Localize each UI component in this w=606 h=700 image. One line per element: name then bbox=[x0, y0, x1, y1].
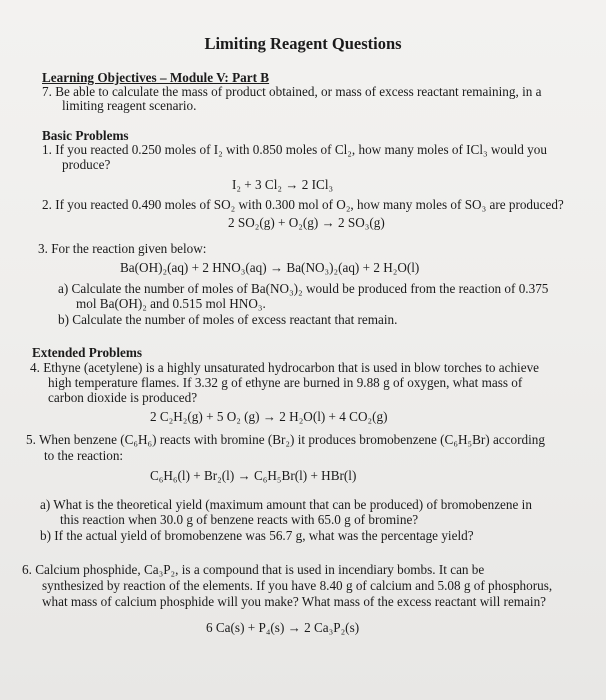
page-title: Limiting Reagent Questions bbox=[204, 34, 402, 53]
problem-3-equation: Ba(OH)₂(aq) + 2 HNO₃(aq) → Ba(NO₃)₂(aq) + 2 H₂O(l) bbox=[120, 260, 420, 275]
problem-1-line-2: produce? bbox=[62, 157, 111, 172]
objectives-heading: Learning Objectives – Module V: Part B bbox=[42, 70, 270, 85]
problem-5a-line-1: a) What is the theoretical yield (maximum amount that can be produced) of bromobenzene in bbox=[40, 497, 532, 512]
problem-4-line-2: high temperature flames. If 3.32 g of ethyne are burned in 9.88 g of oxygen, what mass of bbox=[48, 375, 523, 390]
problem-4-line-1: 4. Ethyne (acetylene) is a highly unsaturated hydrocarbon that is used in blow torches to achieve bbox=[30, 360, 540, 375]
objectives-line-1: 7. Be able to calculate the mass of product obtained, or mass of excess reactant remaining, in a bbox=[42, 84, 542, 99]
problem-5-equation: C₆H₆(l) + Br₂(l) → C₆H₅Br(l) + HBr(l) bbox=[150, 468, 357, 483]
problem-3-line-1: 3. For the reaction given below: bbox=[38, 241, 207, 256]
problem-6-line-2: synthesized by reaction of the elements. If you have 8.40 g of calcium and 5.08 g of phosphorus, bbox=[42, 578, 553, 593]
problem-1-equation: I₂ + 3 Cl₂ → 2 ICl₃ bbox=[232, 177, 334, 192]
problem-5-line-2: to the reaction: bbox=[44, 448, 124, 463]
problem-1-line-1: 1. If you reacted 0.250 moles of I₂ with 0.850 moles of Cl₂, how many moles of ICl₃ would you bbox=[42, 142, 547, 157]
extended-problems-heading: Extended Problems bbox=[32, 345, 143, 360]
problem-5b-line-1: b) If the actual yield of bromobenzene was 56.7 g, what was the percentage yield? bbox=[40, 528, 474, 543]
problem-5a-line-2: this reaction when 30.0 g of benzene reacts with 65.0 g of bromine? bbox=[60, 512, 419, 527]
problem-3a-line-2: mol Ba(OH)₂ and 0.515 mol HNO₃. bbox=[76, 296, 266, 311]
problem-2-equation: 2 SO₂(g) + O₂(g) → 2 SO₃(g) bbox=[228, 215, 385, 230]
problem-6-line-3: what mass of calcium phosphide will you make? What mass of the excess reactant will remain? bbox=[42, 594, 547, 609]
problem-6-line-1: 6. Calcium phosphide, Ca₃P₂, is a compound that is used in incendiary bombs. It can be bbox=[22, 562, 485, 577]
problem-2-line-1: 2. If you reacted 0.490 moles of SO₂ with 0.300 mol of O₂, how many moles of SO₃ are produced? bbox=[42, 197, 564, 212]
basic-problems-heading: Basic Problems bbox=[42, 128, 129, 143]
objectives-line-2: limiting reagent scenario. bbox=[62, 98, 197, 113]
problem-3a-line-1: a) Calculate the number of moles of Ba(NO₃)₂ would be produced from the reaction of 0.375 bbox=[58, 281, 549, 296]
problem-4-equation: 2 C₂H₂(g) + 5 O₂ (g) → 2 H₂O(l) + 4 CO₂(g) bbox=[150, 409, 388, 424]
problem-5-line-1: 5. When benzene (C₆H₆) reacts with bromine (Br₂) it produces bromobenzene (C₆H₅Br) according bbox=[26, 432, 545, 447]
problem-4-line-3: carbon dioxide is produced? bbox=[48, 390, 198, 405]
problem-3b-line-1: b) Calculate the number of moles of excess reactant that remain. bbox=[58, 312, 398, 327]
problem-6-equation: 6 Ca(s) + P₄(s) → 2 Ca₃P₂(s) bbox=[206, 620, 360, 635]
